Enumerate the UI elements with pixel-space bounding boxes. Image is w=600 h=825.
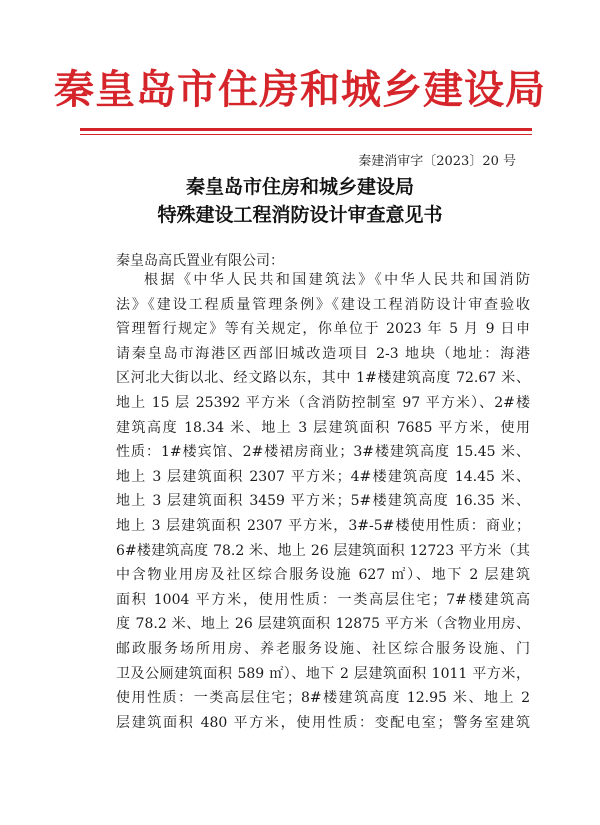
header-red-rule-thick <box>80 128 532 131</box>
body-line: 地上 3 层建筑面积 2307 平方米；4#楼建筑高度 14.45 米、 <box>116 468 530 485</box>
body-line: 地上 3 层建筑面积 3459 平方米；5#楼建筑高度 16.35 米、 <box>116 493 530 510</box>
body-line: 使用性质：一类高层住宅；8#楼建筑高度 12.95 米、地上 2 <box>116 690 530 707</box>
document-number: 秦建消审字〔2023〕20 号 <box>358 154 516 169</box>
document-title-line2: 特殊建设工程消防设计审查意见书 <box>157 204 443 226</box>
header-red-rule-thin <box>80 134 532 135</box>
body-line: 6#楼建筑高度 78.2 米、地上 26 层建筑面积 12723 平方米（其 <box>116 542 530 559</box>
body-line: 根据《中华人民共和国建筑法》《中华人民共和国消防 <box>144 272 530 288</box>
organization-header: 秦皇岛市住房和城乡建设局 <box>54 66 546 113</box>
body-line: 法》《建设工程质量管理条例》《建设工程消防设计审查验收 <box>116 296 530 313</box>
body-line: 邮政服务场所用房、养老服务设施、社区综合服务设施、门 <box>116 640 530 657</box>
body-text <box>116 268 530 735</box>
body-line: 层建筑面积 480 平方米，使用性质：变配电室；警务室建筑 <box>116 714 530 731</box>
body-line: 地上 3 层建筑面积 2307 平方米，3#-5#楼使用性质：商业； <box>116 517 530 534</box>
body-line: 性质：1#楼宾馆、2#楼裙房商业；3#楼建筑高度 15.45 米、 <box>116 444 530 461</box>
body-line: 地上 15 层 25392 平方米（含消防控制室 97 平方米）、2#楼 <box>116 394 530 411</box>
addressee: 秦皇岛高氏置业有限公司： <box>116 253 284 269</box>
body-line: 中含物业用房及社区综合服务设施 627 ㎡）、地下 2 层建筑 <box>116 567 530 584</box>
body-line: 区河北大街以北、经文路以东，其中 1#楼建筑高度 72.67 米、 <box>116 370 530 387</box>
body-line: 请秦皇岛市海港区西部旧城改造项目 2-3 地块（地址：海港 <box>116 345 530 362</box>
document-title-line1: 秦皇岛市住房和城乡建设局 <box>185 176 414 198</box>
body-line: 面积 1004 平方米，使用性质：一类高层住宅；7#楼建筑高 <box>116 591 530 608</box>
body-line: 建筑高度 18.34 米、地上 3 层建筑面积 7685 平方米，使用 <box>116 419 530 436</box>
body-line: 卫及公厕建筑面积 589 ㎡）、地下 2 层建筑面积 1011 平方米， <box>116 665 530 682</box>
body-line: 管理暂行规定》等有关规定，你单位于 2023 年 5 月 9 日申 <box>116 321 530 338</box>
body-line: 度 78.2 米、地上 26 层建筑面积 12875 平方米（含物业用房、 <box>116 616 530 633</box>
